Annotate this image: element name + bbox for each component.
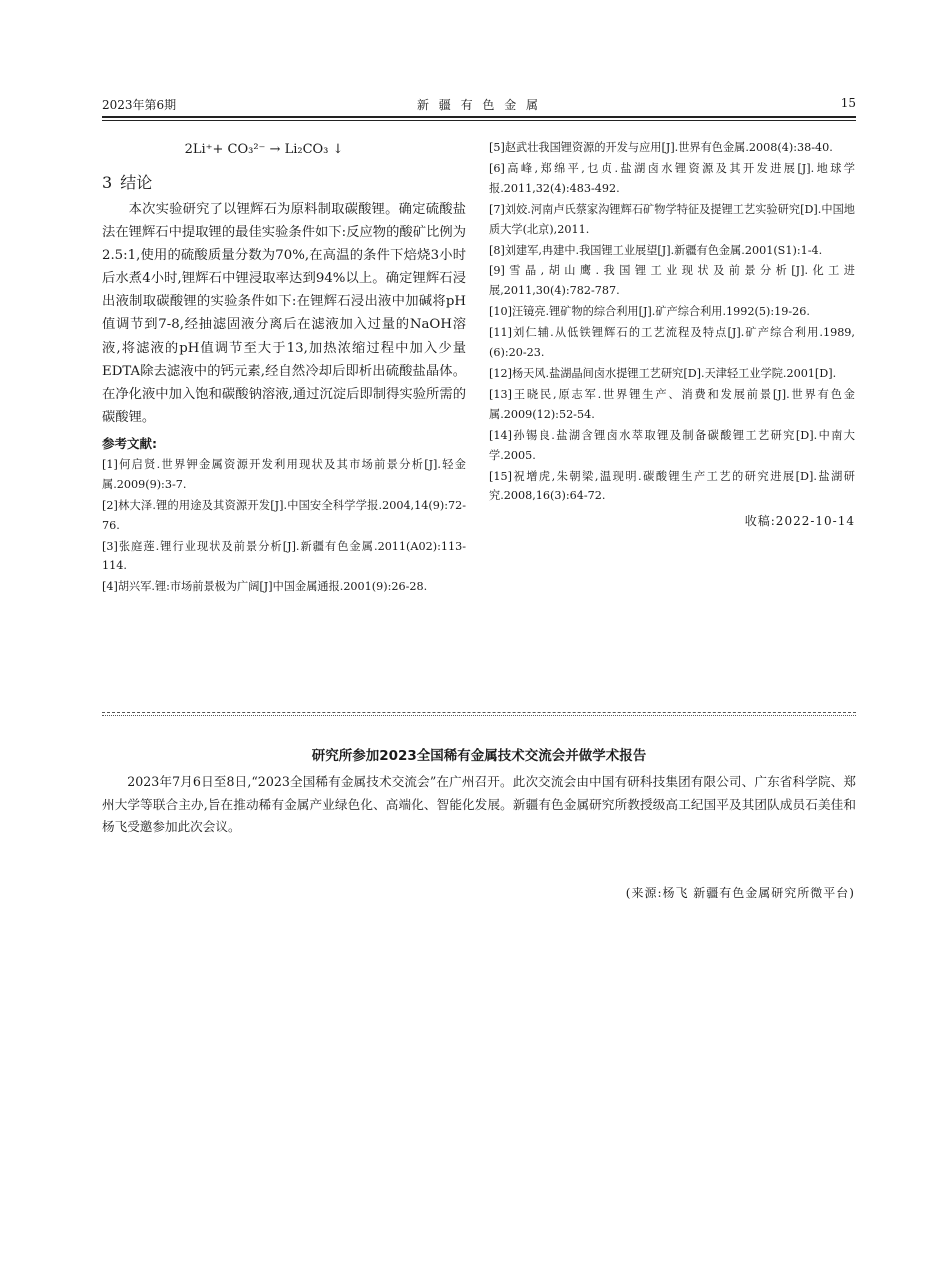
section-divider [102,712,856,718]
news-source: (来源:杨飞 新疆有色金属研究所微平台) [625,886,855,900]
journal-name: 新 疆 有 色 金 属 [416,98,542,112]
header-rule-thick [102,116,856,118]
received-date: 收稿:2022-10-14 [744,514,855,529]
conclusion-paragraph: 本次实验研究了以锂辉石为原料制取碳酸锂。确定硫酸盐法在锂辉石中提取锂的最佳实验条件如下:反应物的酸矿比例为2.5:1,使用的硫酸质量分数为70%,在高温的条件下焙烧3小时后水煮4小时,锂辉石中锂浸取率达到94%以上。确定锂辉石浸出液制取碳酸锂的实验条件如下:在锂辉石浸出液中加碱将pH值调节到7-8,经抽滤固液分离后在滤液加入过量的NaOH溶液,将滤液的pH值调节至大于13,加热浓缩过程中加入少量EDTA除去滤液中的钙元素,经自然冷却后即析出硫酸盐晶体。在净化液中加入饱和碳酸钠溶液,通过沉淀后即制得实验所需的碳酸锂。 [102,202,466,425]
reference-item: [8]刘建军,冉建中.我国锂工业展望[J].新疆有色金属.2001(S1):1-4. [489,243,823,257]
page-number: 15 [840,96,856,110]
reference-item: [14]孙锡良.盐湖含锂卤水萃取锂及制备碳酸锂工艺研究[D].中南大学.2005. [489,428,855,462]
section-title: 结论 [120,173,153,192]
news-body: 2023年7月6日至8日,“2023全国稀有金属技术交流会”在广州召开。此次交流会由中国有研科技集团有限公司、广东省科学院、郑州大学等联合主办,旨在推动稀有金属产业绿色化、高端化、智能化发展。新疆有色金属研究所教授级高工纪国平及其团队成员石美佳和杨飞受邀参加此次会议。 [102,774,856,834]
reference-item: [13]王晓民,原志军.世界锂生产、消费和发展前景[J].世界有色金属.2009(12):52-54. [489,387,855,421]
chemical-equation: 2Li⁺+ CO₃²⁻ → Li₂CO₃ ↓ [184,142,344,157]
section-heading [102,170,466,196]
section-number: 3 [102,173,113,192]
right-column [489,138,855,529]
reference-item: [1]何启贤.世界钾金属资源开发利用现状及其市场前景分析[J].轻金属.2009(9):3-7. [102,457,466,491]
page-header [102,96,856,116]
left-column [102,138,466,598]
reference-item: [5]赵武壮我国锂资源的开发与应用[J].世界有色金属.2008(4):38-40. [489,141,833,154]
reference-item: [3]张庭莲.锂行业现状及前景分析[J].新疆有色金属.2011(A02):113-114. [102,539,466,573]
reference-item: [11]刘仁辅.从低铁锂辉石的工艺流程及特点[J].矿产综合利用.1989,(6):20-23. [489,326,855,360]
reference-item: [9]雪晶,胡山鹰.我国锂工业现状及前景分析[J].化工进展,2011,30(4):782-787. [489,264,855,298]
reference-item: [15]祝增虎,朱朝梁,温现明.碳酸锂生产工艺的研究进展[D].盐湖研究.2008,16(3):64-72. [489,469,855,503]
references-heading: 参考文献: [102,435,157,451]
reference-item: [4]胡兴军.锂:市场前景极为广阔[J]中国金属通报.2001(9):26-28. [102,580,428,594]
reference-item: [10]汪镜亮.锂矿物的综合利用[J].矿产综合利用.1992(5):19-26. [489,305,810,319]
news-title: 研究所参加2023全国稀有金属技术交流会并做学术报告 [311,748,647,764]
reference-item: [12]杨天风.盐湖晶间卤水提锂工艺研究[D].天津轻工业学院.2001[D]. [489,366,837,380]
reference-item: [7]刘姣.河南卢氏蔡家沟锂辉石矿物学特征及提锂工艺实验研究[D].中国地质大学(北京),2011. [489,202,855,236]
issue-label: 2023年第6期 [102,98,177,112]
header-rule-thin [102,120,856,121]
reference-item: [6]高峰,郑绵平,乜贞.盐湖卤水锂资源及其开发进展[J].地球学报.2011,32(4):483-492. [489,161,855,195]
reference-item: [2]林大泽.锂的用途及其资源开发[J].中国安全科学学报.2004,14(9):72- 76. [102,498,466,532]
